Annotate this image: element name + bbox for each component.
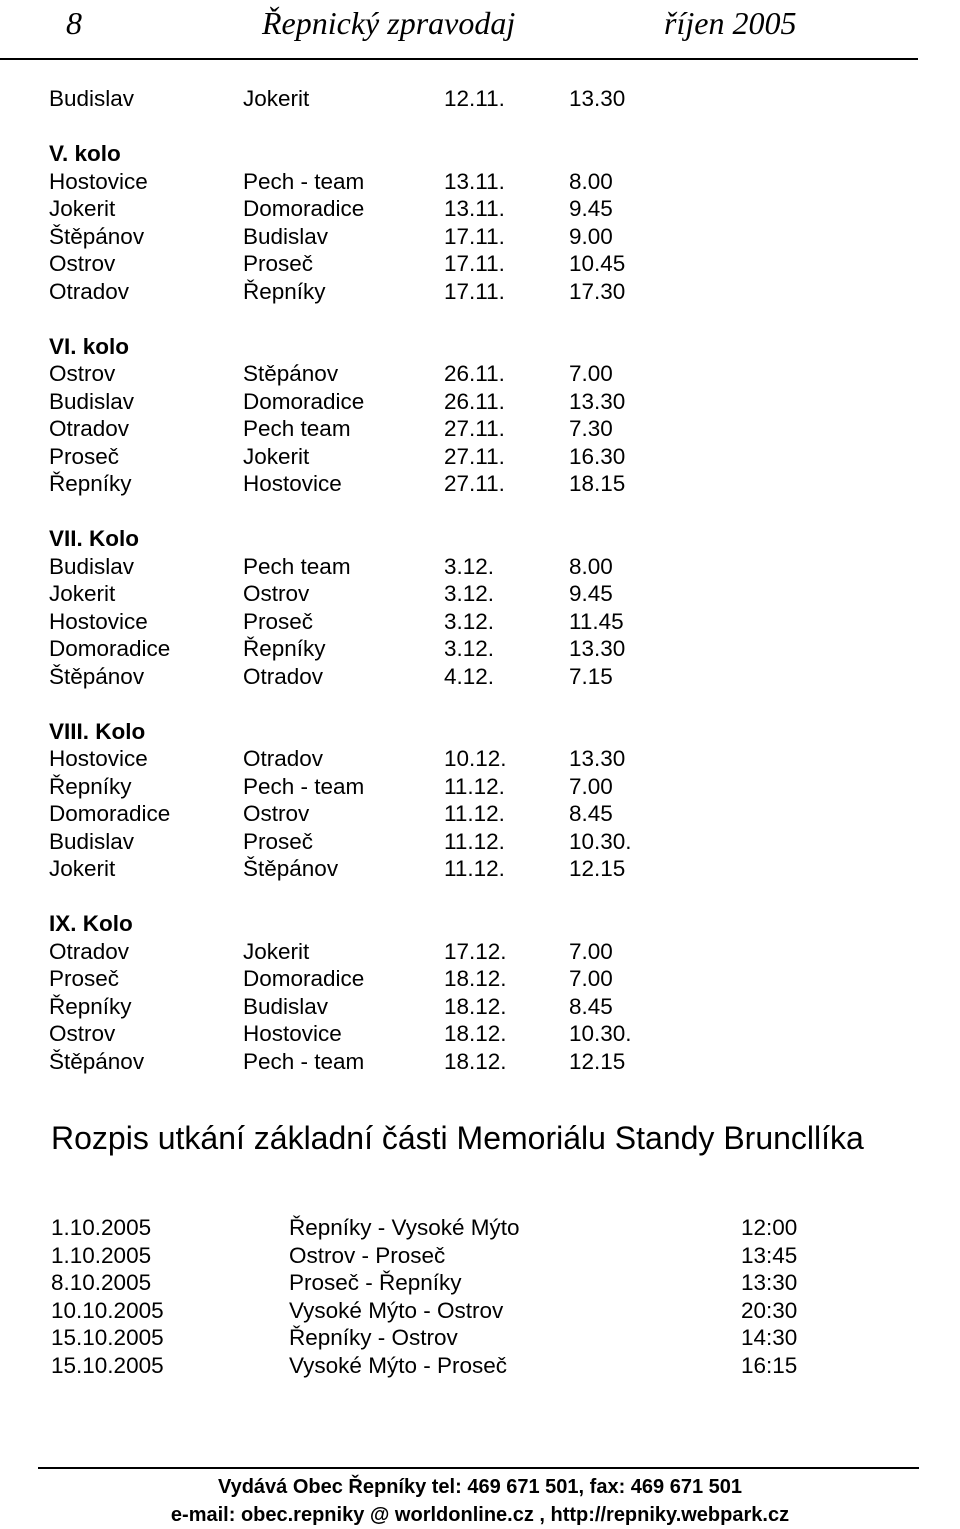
away-team: Otradov: [243, 663, 324, 689]
match-time: 9.45: [569, 196, 613, 221]
home-team: Řepníky: [49, 471, 132, 496]
home-team: Hostovice: [49, 746, 148, 771]
round-title: VIII. Kolo: [49, 718, 146, 744]
issue-date: říjen 2005: [664, 5, 797, 41]
match-time: 7.00: [569, 361, 613, 386]
match-date: 12.11.: [444, 86, 505, 111]
home-team: Budislav: [49, 828, 135, 854]
match-row: [0, 993, 960, 1021]
round-title: V. kolo: [49, 141, 121, 166]
match-row: [0, 965, 960, 993]
home-team: Proseč: [49, 443, 120, 469]
match-date: 3.12.: [444, 608, 495, 634]
page-number: 8: [66, 5, 82, 41]
match-time: 10.30.: [569, 828, 632, 854]
home-team: Hostovice: [49, 168, 148, 194]
match-date: 1.10.2005: [51, 1242, 152, 1268]
home-team: Štěpánov: [49, 663, 145, 689]
footer-contact: Vydává Obec Řepníky tel: 469 671 501, fax: 469 671 501: [217, 1476, 743, 1498]
match-row: [0, 635, 960, 663]
away-team: Ostrov: [243, 801, 310, 826]
match-time: 11.45: [569, 608, 624, 634]
home-team: Řepníky: [49, 773, 132, 799]
match-date: 13.11.: [444, 196, 505, 221]
away-team: Domoradice: [243, 388, 365, 414]
match-row: [0, 85, 960, 113]
match-time: 8.45: [569, 993, 613, 1019]
away-team: Budislav: [243, 223, 329, 249]
match-time: 17.30: [569, 278, 626, 304]
home-team: Hostovice: [49, 608, 148, 634]
home-team: Proseč: [49, 966, 120, 991]
match-time: 18.15: [569, 471, 626, 496]
home-team: Budislav: [49, 86, 135, 111]
match-time: 13.30: [569, 388, 626, 414]
away-team: Jokerit: [243, 443, 310, 469]
footer-web: e-mail: obec.repniky @ worldonline.cz , http://repniky.webpark.cz: [170, 1504, 790, 1526]
match-row: [0, 745, 960, 773]
away-team: Pech team: [243, 553, 351, 579]
round-spacer: [0, 113, 960, 141]
match-date: 11.12.: [444, 773, 505, 799]
round-spacer: [0, 690, 960, 718]
home-team: Otradov: [49, 416, 130, 441]
match-time: 14:30: [741, 1325, 798, 1350]
match-row: [0, 1020, 960, 1048]
match-time: 13:30: [741, 1270, 798, 1295]
match-date: 26.11.: [444, 388, 505, 414]
match-row: [0, 195, 960, 223]
match-date: 8.10.2005: [51, 1270, 152, 1295]
match-row: [0, 1048, 960, 1076]
match-time: 10.45: [569, 251, 626, 276]
memorial-match-row: [0, 1214, 960, 1242]
home-team: Ostrov: [49, 361, 116, 386]
match-row: [0, 278, 960, 306]
away-team: Otradov: [243, 746, 324, 771]
away-team: Štěpánov: [243, 856, 339, 881]
match-time: 13.30: [569, 636, 626, 661]
home-team: Otradov: [49, 938, 130, 964]
memorial-title: Rozpis utkání základní části Memoriálu Standy Bruncllíka: [51, 1120, 864, 1156]
match-date: 17.11.: [444, 278, 505, 304]
match-date: 17.11.: [444, 251, 505, 276]
away-team: Proseč: [243, 608, 314, 634]
away-team: Ostrov: [243, 581, 310, 606]
match-date: 1.10.2005: [51, 1215, 152, 1240]
match-time: 12.15: [569, 1048, 626, 1074]
header-divider: [0, 58, 918, 60]
match-time: 7.30: [569, 416, 613, 441]
match-time: 7.00: [569, 938, 613, 964]
away-team: Domoradice: [243, 966, 365, 991]
match-teams: Ostrov - Proseč: [289, 1242, 446, 1268]
match-date: 26.11.: [444, 361, 505, 386]
match-time: 13.30: [569, 746, 626, 771]
away-team: Pech - team: [243, 168, 365, 194]
match-row: [0, 388, 960, 416]
match-time: 7.00: [569, 966, 613, 991]
match-time: 16.30: [569, 443, 626, 469]
match-time: 13.30: [569, 86, 626, 111]
away-team: Domoradice: [243, 196, 365, 221]
match-time: 10.30.: [569, 1021, 632, 1046]
match-row: [0, 250, 960, 278]
match-row: [0, 360, 960, 388]
round-spacer: [0, 883, 960, 911]
match-date: 3.12.: [444, 636, 495, 661]
footer-divider: [38, 1467, 919, 1469]
match-row: [0, 773, 960, 801]
match-teams: Řepníky - Vysoké Mýto: [289, 1215, 520, 1240]
memorial-match-row: [0, 1352, 960, 1380]
match-row: [0, 663, 960, 691]
away-team: Stěpánov: [243, 361, 339, 386]
match-time: 20:30: [741, 1297, 798, 1323]
match-teams: Vysoké Mýto - Proseč: [289, 1352, 507, 1378]
match-date: 11.12.: [444, 828, 505, 854]
match-date: 3.12.: [444, 553, 495, 579]
away-team: Budislav: [243, 993, 329, 1019]
home-team: Jokerit: [49, 581, 116, 606]
newsletter-title: Řepnický zpravodaj: [262, 5, 516, 41]
memorial-match-row: [0, 1269, 960, 1297]
match-date: 17.12.: [444, 938, 507, 964]
match-time: 7.00: [569, 773, 613, 799]
home-team: Domoradice: [49, 636, 171, 661]
match-date: 18.12.: [444, 993, 507, 1019]
match-time: 13:45: [741, 1242, 798, 1268]
match-row: [0, 470, 960, 498]
match-date: 18.12.: [444, 1021, 507, 1046]
home-team: Štěpánov: [49, 1048, 145, 1074]
home-team: Jokerit: [49, 196, 116, 221]
match-time: 8.00: [569, 553, 613, 579]
match-date: 13.11.: [444, 168, 505, 194]
home-team: Budislav: [49, 388, 135, 414]
round-title: VI. kolo: [49, 333, 130, 359]
match-teams: Vysoké Mýto - Ostrov: [289, 1297, 504, 1323]
match-row: [0, 855, 960, 883]
match-time: 12:00: [741, 1215, 798, 1240]
home-team: Ostrov: [49, 1021, 116, 1046]
match-date: 27.11.: [444, 443, 505, 469]
match-row: [0, 828, 960, 856]
away-team: Proseč: [243, 828, 314, 854]
home-team: Ostrov: [49, 251, 116, 276]
match-date: 10.12.: [444, 746, 507, 771]
match-time: 16:15: [741, 1352, 798, 1378]
match-row: [0, 443, 960, 471]
round-title: VII. Kolo: [49, 526, 139, 551]
home-team: Štěpánov: [49, 223, 145, 249]
match-row: [0, 938, 960, 966]
away-team: Proseč: [243, 251, 314, 276]
away-team: Hostovice: [243, 471, 342, 496]
match-teams: Řepníky - Ostrov: [289, 1325, 458, 1350]
page-header: [0, 0, 960, 62]
match-date: 27.11.: [444, 471, 505, 496]
match-time: 9.45: [569, 581, 613, 606]
match-date: 4.12.: [444, 663, 495, 689]
home-team: Otradov: [49, 278, 130, 304]
home-team: Řepníky: [49, 993, 132, 1019]
match-row: [0, 415, 960, 443]
match-row: [0, 608, 960, 636]
match-row: [0, 580, 960, 608]
away-team: Pech - team: [243, 773, 365, 799]
match-row: [0, 800, 960, 828]
match-row: [0, 168, 960, 196]
away-team: Hostovice: [243, 1021, 342, 1046]
away-team: Pech team: [243, 416, 351, 441]
match-date: 15.10.2005: [51, 1325, 164, 1350]
round-spacer: [0, 498, 960, 526]
match-date: 27.11.: [444, 416, 505, 441]
match-date: 10.10.2005: [51, 1297, 164, 1323]
match-date: 3.12.: [444, 581, 495, 606]
match-time: 9.00: [569, 223, 613, 249]
round-spacer: [0, 305, 960, 333]
match-date: 11.12.: [444, 856, 505, 881]
match-date: 11.12.: [444, 801, 505, 826]
match-teams: Proseč - Řepníky: [289, 1270, 462, 1295]
memorial-match-row: [0, 1297, 960, 1325]
home-team: Jokerit: [49, 856, 116, 881]
match-row: [0, 553, 960, 581]
match-date: 17.11.: [444, 223, 505, 249]
match-time: 12.15: [569, 856, 626, 881]
match-time: 8.00: [569, 168, 613, 194]
away-team: Řepníky: [243, 278, 326, 304]
memorial-match-row: [0, 1242, 960, 1270]
round-title: IX. Kolo: [49, 911, 133, 936]
match-date: 15.10.2005: [51, 1352, 164, 1378]
memorial-match-row: [0, 1324, 960, 1352]
away-team: Jokerit: [243, 938, 310, 964]
away-team: Řepníky: [243, 636, 326, 661]
league-schedule: [0, 85, 960, 1075]
match-date: 18.12.: [444, 966, 507, 991]
away-team: Pech - team: [243, 1048, 365, 1074]
memorial-schedule: [0, 1214, 960, 1379]
match-row: [0, 223, 960, 251]
home-team: Budislav: [49, 553, 135, 579]
match-time: 8.45: [569, 801, 613, 826]
home-team: Domoradice: [49, 801, 171, 826]
match-time: 7.15: [569, 663, 613, 689]
away-team: Jokerit: [243, 86, 310, 111]
match-date: 18.12.: [444, 1048, 507, 1074]
